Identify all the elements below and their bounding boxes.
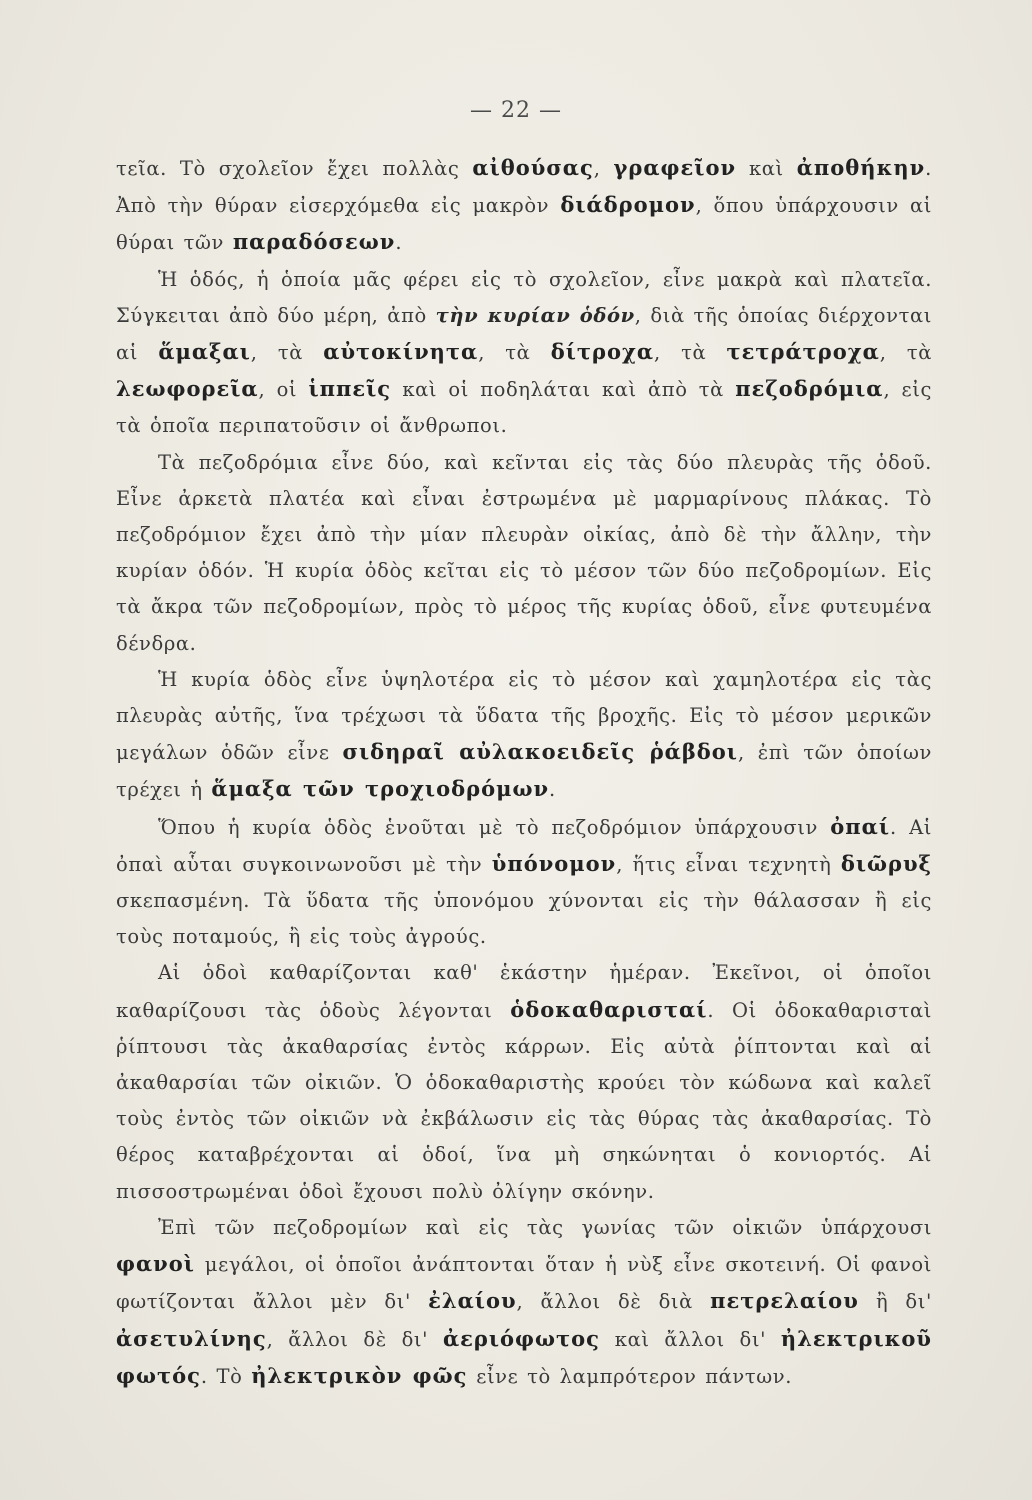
text-run: καὶ οἱ ποδηλάται καὶ ἀπὸ τὰ — [391, 378, 736, 402]
text-run: . Οἱ ὁδοκαθαρισταὶ ῥίπτουσι τὰς ἀκαθαρσίας ἐντὸς κάρρων. Εἰς αὐτὰ ῥίπτονται καὶ αἱ ἀκαθαρσίαι τῶν οἰκιῶν. Ὁ ὁδοκαθαριστὴς κρούει τὸν κώδωνα καὶ καλεῖ τοὺς ἐντὸς τῶν οἰκιῶν νὰ ἐκβάλωσιν εἰς τὰς θύρας τὰς ἀκαθαρσίας. Τὸ θέρος καταβρέχονται αἱ ὁδοί, ἵνα μὴ σηκώνηται ὁ κονιορτός. Αἱ πισσοστρωμέναι ὁδοὶ ἔχουσι πολὺ ὀλίγην σκόνην. — [116, 998, 932, 1203]
bold-term: δίτροχα — [550, 339, 654, 365]
bold-term: ὁδοκαθαρισταί — [510, 996, 708, 1022]
text-run: , ὅπου ὑπάρχουσιν αἱ θύραι τῶν — [116, 194, 932, 255]
text-run: , ἄλλοι δὲ διὰ — [516, 1290, 711, 1314]
text-run: Ἡ ὁδός, ἡ ὁποία μᾶς φέρει εἰς τὸ σχολεῖον, εἶνε μακρὰ καὶ πλατεῖα. Σύγκειται ἀπὸ δύο μέρη, ἀπὸ — [116, 267, 932, 327]
text-run: ἢ δι' — [858, 1290, 932, 1314]
page-number: — 22 — — [470, 98, 562, 123]
text-run: Ὅπου ἡ κυρία ὁδὸς ἑνοῦται μὲ τὸ πεζοδρόμιον ὑπάρχουσιν — [158, 815, 831, 839]
text-run: Ἐπὶ τῶν πεζοδρομίων καὶ εἰς τὰς γωνίας τῶν οἰκιῶν ὑπάρχουσι — [158, 1215, 932, 1239]
text-run: εἶνε τὸ λαμπρότερον πάντων. — [467, 1364, 793, 1388]
text-run: , ἐπὶ τῶν ὁποίων τρέχει ἡ — [116, 741, 932, 802]
bold-term: ἅμαξα τῶν τροχιοδρόμων — [211, 776, 550, 802]
text-run: σκεπασμένη. Τὰ ὕδατα τῆς ὑπονόμου χύνονται εἰς τὴν θάλασσαν ἢ εἰς τοὺς ποταμούς, ἢ εἰς τοὺς ἀγρούς. — [116, 889, 932, 949]
bold-term: γραφεῖον — [613, 155, 737, 180]
paragraph — [116, 662, 932, 809]
bold-term: λεωφορεῖα — [116, 376, 259, 402]
text-body — [116, 150, 932, 1395]
bold-term: πετρελαίου — [710, 1288, 859, 1314]
text-run: , τὰ — [879, 341, 932, 365]
text-run: , εἰς τὰ ὁποῖα περιπατοῦσιν οἱ ἄνθρωποι. — [116, 378, 932, 438]
text-run: τεῖα. Τὸ σχολεῖον ἔχει πολλὰς — [116, 157, 473, 180]
bold-term: ὀπαί — [830, 813, 890, 839]
bold-term: ἠλεκτρικὸν φῶς — [251, 1362, 468, 1388]
bold-term: ἅμαξαι — [158, 339, 251, 365]
text-run: Αἱ ὁδοὶ καθαρίζονται καθ' ἑκάστην ἡμέραν. Ἐκεῖνοι, οἱ ὁποῖοι καθαρίζουσι τὰς ὁδοὺς λέγονται — [116, 961, 932, 1022]
bold-term: αἰθούσας — [472, 155, 594, 180]
paragraph — [116, 445, 932, 662]
text-run: καὶ ἄλλοι δι' — [599, 1327, 781, 1351]
paragraph — [116, 1210, 932, 1395]
bold-term: παραδόσεων — [232, 229, 396, 255]
bold-term: σιδηραῖ αὐλακοειδεῖς ῥάβδοι — [342, 739, 738, 765]
text-run: . — [549, 778, 556, 802]
bold-term: ἐλαίου — [428, 1288, 517, 1314]
paragraph — [116, 150, 932, 262]
text-run: , τὰ — [653, 341, 727, 365]
text-run: μεγάλοι, οἱ ὁποῖοι ἀνάπτονται ὅταν ἡ νὺξ εἶνε σκοτεινή. Οἱ φανοὶ φωτίζονται ἄλλοι μὲν δι' — [116, 1253, 932, 1314]
bold-term: ἀεριόφωτος — [442, 1325, 600, 1351]
bold-term: τετράτροχα — [726, 339, 880, 365]
paragraph — [116, 809, 932, 956]
bold-term: ἀσετυλίνης — [116, 1325, 267, 1351]
bold-term: ἱππεῖς — [308, 376, 392, 402]
text-run: , οἱ — [258, 378, 309, 402]
paragraph — [116, 955, 932, 1209]
text-run: , — [593, 157, 614, 180]
text-run: . — [395, 231, 403, 255]
text-run: Τὰ πεζοδρόμια εἶνε δύο, καὶ κεῖνται εἰς τὰς δύο πλευρὰς τῆς ὁδοῦ. Εἶνε ἀρκετὰ πλατέα καὶ εἶναι ἐστρωμένα μὲ μαρμαρίνους πλάκας. Τὸ πεζοδρόμιον ἔχει ἀπὸ τὴν μίαν πλευρὰν οἰκίας, ἀπὸ δὲ τὴν ἄλλην, τὴν κυρίαν ὁδόν. Ἡ κυρία ὁδὸς κεῖται εἰς τὸ μέσον τῶν δύο πεζοδρομίων. Εἰς τὰ ἄκρα τῶν πεζοδρομίων, πρὸς τὸ μέρος τῆς κυρίας ὁδοῦ, εἶνε φυτευμένα δένδρα. — [116, 450, 932, 655]
text-run: , τὰ — [250, 341, 324, 365]
text-run: καὶ — [736, 157, 797, 180]
italic-term: τὴν κυρίαν ὁδόν — [435, 303, 635, 327]
bold-term: πεζοδρόμια — [735, 376, 884, 402]
text-run: , διὰ τῆς ὁποίας διέρχονται αἱ — [116, 303, 932, 365]
paragraph — [116, 262, 932, 445]
bold-term: διῶρυξ — [840, 850, 932, 876]
text-run: . Τὸ — [200, 1364, 252, 1388]
text-run: , τὰ — [478, 341, 551, 365]
text-run: . Αἱ ὀπαὶ αὗται συγκοινωνοῦσι μὲ τὴν — [116, 815, 932, 876]
text-run: , ἥτις εἶναι τεχνητὴ — [616, 852, 841, 876]
text-run: Ἡ κυρία ὁδὸς εἶνε ὑψηλοτέρα εἰς τὸ μέσον καὶ χαμηλοτέρα εἰς τὰς πλευρὰς αὐτῆς, ἵνα τρέχωσι τὰ ὕδατα τῆς βροχῆς. Εἰς τὸ μέσον μερικῶν μεγάλων ὁδῶν εἶνε — [116, 667, 932, 765]
bold-term: αὐτοκίνητα — [323, 339, 479, 365]
bold-term: ἠλεκτρικοῦ φωτός — [116, 1325, 932, 1388]
bold-term: διάδρομον — [560, 192, 696, 218]
text-run: , ἄλλοι δὲ δι' — [266, 1327, 443, 1351]
bold-term: ὑπόνομον — [491, 850, 617, 876]
bold-term: φανοὶ — [116, 1251, 195, 1277]
bold-term: ἀποθήκην — [796, 155, 926, 180]
text-run: . Ἀπὸ τὴν θύραν εἰσερχόμεθα εἰς μακρὸν — [116, 157, 932, 218]
